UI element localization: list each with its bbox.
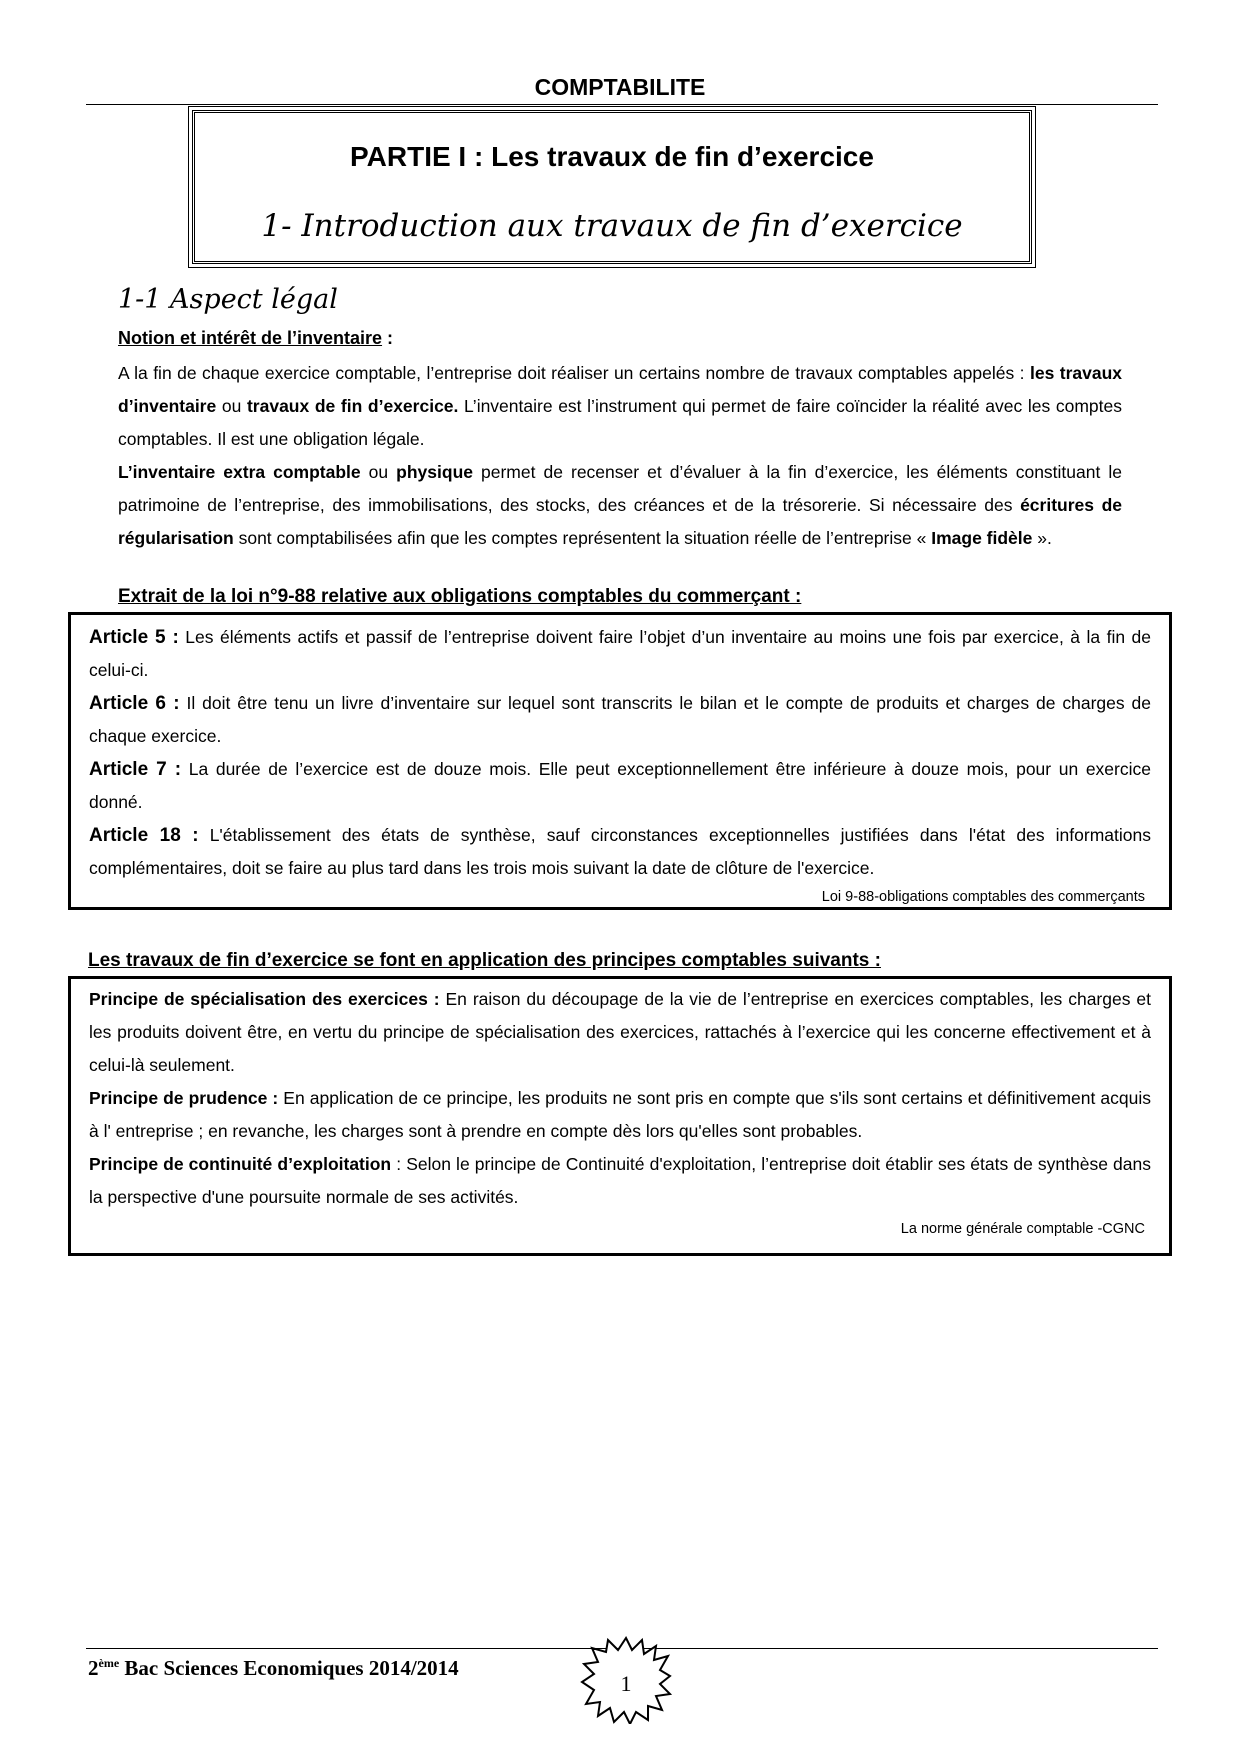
article-6: Article 6 : Il doit être tenu un livre d’inventaire sur lequel sont transcrits le bilan et le compte de produits et charges de charges de chaque exercice. <box>89 693 1151 746</box>
principes-source: La norme générale comptable -CGNC <box>900 1221 1145 1237</box>
inventaire-paragraph-2: L’inventaire extra comptable ou physique permet de recenser et d’évaluer à la fin d’exercice, les éléments constituant le patrimoine de l’entreprise, des immobilisations, des stocks, des créances et de la trésorerie. Si nécessaire des écritures de régularisation sont comptabilisées afin que les comptes représentent la situation réelle de l’entreprise « Image fidèle ». <box>118 462 1122 548</box>
inventaire-block <box>118 322 1122 555</box>
article-5: Article 5 : Les éléments actifs et passif de l’entreprise doivent faire l’objet d’un inventaire au moins une fois par exercice, à la fin de celui-ci. <box>89 627 1151 680</box>
title-box <box>192 110 1032 264</box>
articles-list <box>89 621 1151 885</box>
inventaire-paragraph-1: A la fin de chaque exercice comptable, l’entreprise doit réaliser un certains nombre de travaux comptables appelés : les travaux d’inventaire ou travaux de fin d’exercice. L’inventaire est l’instrument qui permet de faire coïncider la réalité avec les comptes comptables. Il est une obligation légale. <box>118 363 1123 449</box>
loi-source: Loi 9-88-obligations comptables des commerçants <box>821 889 1145 905</box>
page-number-badge <box>580 1636 672 1724</box>
footer-class-label: 2ème Bac Sciences Economiques 2014/2014 <box>88 1656 459 1680</box>
page-number: 1 <box>620 1671 632 1696</box>
inventaire-heading: Notion et intérêt de l’inventaire : <box>118 328 394 348</box>
principe-specialisation: Principe de spécialisation des exercices : En raison du découpage de la vie de l’entreprise en exercices comptables, les charges et les produits doivent être, en vertu du principe de spécialisation des exercices, rattachés à l’exercice qui les concerne effectivement et à celui-là seulement. <box>89 989 1151 1075</box>
principe-continuite: Principe de continuité d’exploitation : Selon le principe de Continuité d'exploitation, l’entreprise doit établir ses états de synthèse dans la perspective d'une poursuite normale de ses activités. <box>89 1154 1152 1207</box>
loi-articles-box <box>68 612 1172 910</box>
principe-prudence: Principe de prudence : En application de ce principe, les produits ne sont pris en compte que s'ils sont certains et définitivement acquis à l' entreprise ; en revanche, les charges sont à prendre en compte dès lors qu'elles sont probables. <box>89 1088 1151 1141</box>
loi-heading: Extrait de la loi n°9-88 relative aux obligations comptables du commerçant : <box>118 586 802 607</box>
principes-heading: Les travaux de fin d’exercice se font en application des principes comptables suivants : <box>88 950 881 971</box>
principes-list <box>89 983 1151 1214</box>
section-heading: 1-1 Aspect légal <box>118 284 338 315</box>
starburst-icon <box>580 1636 672 1724</box>
article-18: Article 18 : L'établissement des états de synthèse, sauf circonstances exceptionnelles justifiées dans l'état des informations complémentaires, doit se faire au plus tard dans les trois mois suivant la date de clôture de l'exercice. <box>89 825 1151 878</box>
principes-box <box>68 976 1172 1256</box>
part-title: PARTIE I : Les travaux de fin d’exercice <box>350 141 874 172</box>
header-rule <box>86 104 1158 105</box>
document-header-title: COMPTABILITE <box>534 74 706 100</box>
article-7: Article 7 : La durée de l’exercice est de douze mois. Elle peut exceptionnellement être inférieure à douze mois, pour un exercice donné. <box>89 759 1151 812</box>
chapter-title: 1- Introduction aux travaux de fin d’exercice <box>261 208 963 244</box>
